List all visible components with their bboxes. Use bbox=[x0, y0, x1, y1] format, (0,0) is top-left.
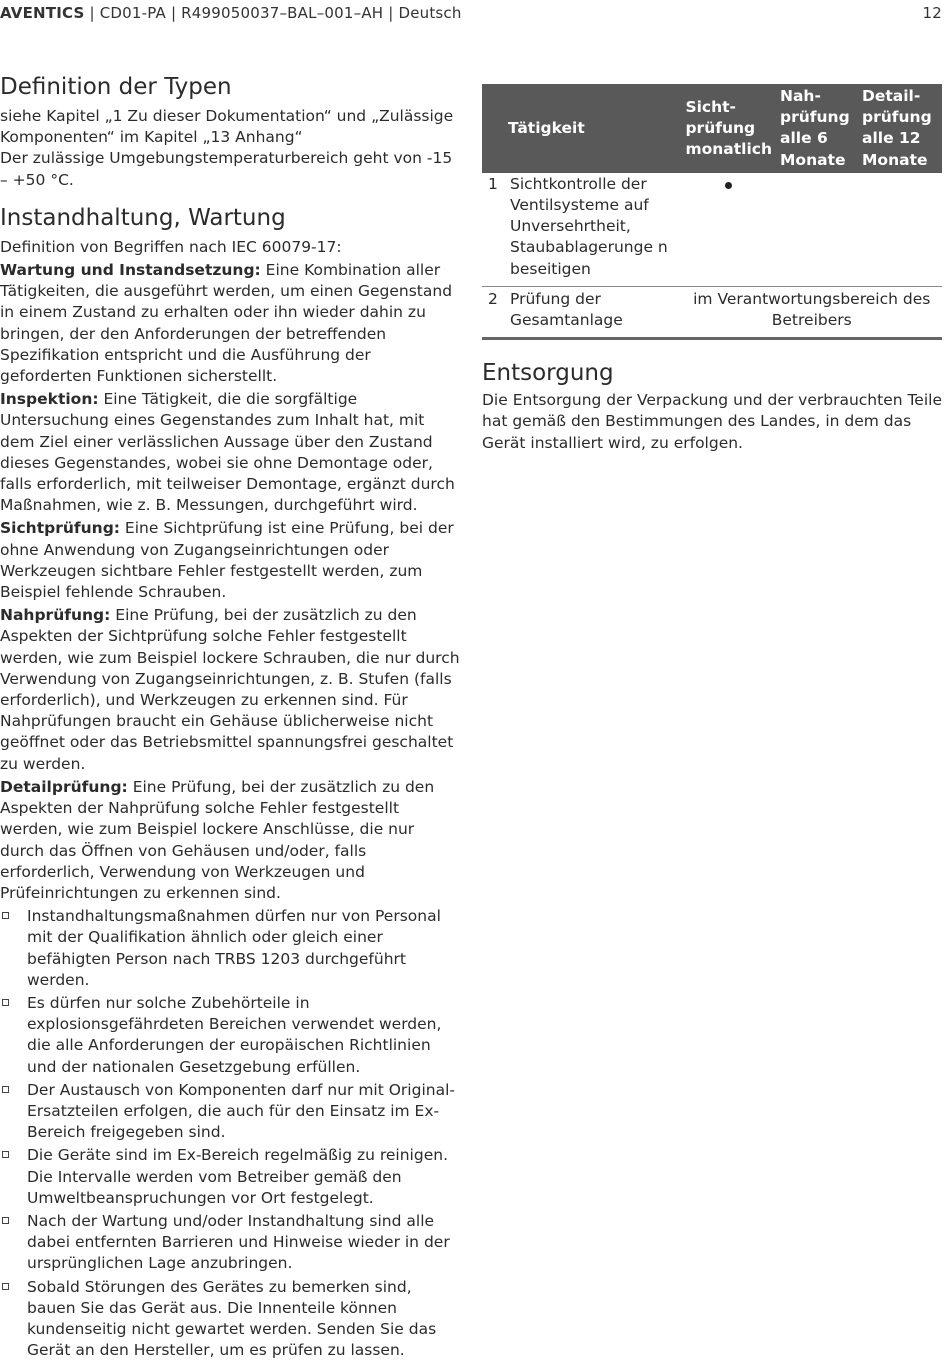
list-item bbox=[0, 1145, 462, 1209]
heading-definition-typen: Definition der Typen bbox=[0, 74, 232, 100]
definition-inspektion bbox=[0, 389, 462, 516]
page-number: 12 bbox=[922, 4, 942, 22]
list-item bbox=[0, 906, 462, 991]
filled-dot-icon bbox=[725, 182, 732, 189]
typen-paragraph-2: Der zulässige Umgebungstemperaturbereich geht von -15 – +50 °C. bbox=[0, 149, 453, 189]
empty-cell bbox=[776, 173, 858, 287]
definition-term: Sichtprüfung: bbox=[0, 519, 120, 538]
row-activity: Prüfung der Gesamtanlage bbox=[506, 286, 681, 338]
square-bullet-icon bbox=[2, 1151, 9, 1158]
definition-text: Eine Prüfung, bei der zusätzlich zu den Aspekten der Nahprüfung solche Fehler festgestellt werden, wie zum Beispiel lockere Anschlüsse, die nur durch das Öffnen von Gehäusen und/oder, falls erforderlich, Verwendung von Werkzeugen und Prüfeinrichtungen zu erkennen sind. bbox=[0, 777, 435, 902]
list-item bbox=[0, 993, 462, 1078]
maintenance-bullet-list bbox=[0, 906, 462, 1361]
sichtpruefung-cell bbox=[681, 173, 776, 287]
row-number: 2 bbox=[482, 286, 506, 338]
definitions-intro: Definition von Begriffen nach IEC 60079-17: bbox=[0, 237, 342, 256]
definition-term: Inspektion: bbox=[0, 390, 99, 409]
square-bullet-icon bbox=[2, 1283, 9, 1290]
row-activity: Sichtkontrolle der Ventilsysteme auf Unversehrtheit, Staubablagerunge n beseitigen bbox=[506, 173, 681, 287]
definition-nahpruefung bbox=[0, 605, 462, 775]
list-item bbox=[0, 1080, 462, 1144]
document-meta: | CD01-PA | R499050037–BAL–001–AH | Deutsch bbox=[84, 4, 462, 22]
table-header-row bbox=[482, 84, 942, 173]
definition-text: Eine Sichtprüfung ist eine Prüfung, bei der ohne Anwendung von Zugangseinrichtungen oder Werkzeugen sichtbare Fehler festgestellt werden, zum Beispiel fehlende Schrauben. bbox=[0, 519, 454, 602]
responsibility-cell: im Verantwortungsbereich des Betreibers bbox=[681, 286, 942, 338]
column-header-detailpruefung: Detail-prüfung alle 12 Monate bbox=[858, 84, 942, 173]
square-bullet-icon bbox=[2, 912, 9, 919]
maintenance-table bbox=[482, 84, 942, 340]
definition-text: Eine Kombination aller Tätigkeiten, die ausgeführt werden, um einen Gegenstand in einem Zustand zu erhalten oder ihn wieder dahin zu bringen, der den Anforderungen der betreffenden Spezifikation entspricht und die Ausführung der geforderten Funktionen sicherstellt. bbox=[0, 261, 453, 386]
column-header-nahpruefung: Nah-prüfung alle 6 Monate bbox=[776, 84, 858, 173]
list-item-text: Die Geräte sind im Ex-Bereich regelmäßig zu reinigen. Die Intervalle werden vom Betreiber gemäß den Umweltbeanspruchungen vor Ort festgelegt. bbox=[27, 1146, 448, 1207]
definition-text: Eine Prüfung, bei der zusätzlich zu den Aspekten der Sichtprüfung solche Fehler festgestellt werden, wie zum Beispiel lockere Schrauben, die nur durch Verwendung von Zugangseinrichtungen, z. B. Stufen (falls erforderlich), und Werkzeugen zu erkennen sind. Für Nahprüfungen braucht ein Gehäuse üblicherweise nicht geöffnet oder das Betriebsmittel spannungsfrei geschaltet zu werden. bbox=[0, 606, 460, 773]
list-item-text: Sobald Störungen des Gerätes zu bemerken sind, bauen Sie das Gerät aus. Die Innenteile können kundenseitig nicht gewartet werden. Senden Sie das Gerät an den Hersteller, um es prüfen zu lassen. bbox=[27, 1277, 437, 1360]
square-bullet-icon bbox=[2, 1086, 9, 1093]
definition-sichtpruefung bbox=[0, 518, 462, 603]
square-bullet-icon bbox=[2, 999, 9, 1006]
row-number: 1 bbox=[482, 173, 506, 287]
typen-paragraph-1: siehe Kapitel „1 Zu dieser Dokumentation“ und „Zulässige Komponenten“ im Kapitel „13 Anhang“ bbox=[0, 107, 454, 147]
list-item-text: Der Austausch von Komponenten darf nur mit Original-Ersatzteilen erfolgen, die auch für den Einsatz im Ex-Bereich freigegeben sind. bbox=[27, 1080, 455, 1142]
entsorgung-text: Die Entsorgung der Verpackung und der verbrauchten Teile hat gemäß den Bestimmungen des Landes, in dem das Gerät installiert wird, zu erfolgen. bbox=[482, 391, 942, 452]
definition-detailpruefung bbox=[0, 777, 462, 904]
square-bullet-icon bbox=[2, 1217, 9, 1224]
list-item-text: Es dürfen nur solche Zubehörteile in explosionsgefährdeten Bereichen verwendet werden, die alle Anforderungen der europäischen Richtlinien und der nationalen Gesetzgebung erfüllen. bbox=[27, 993, 442, 1076]
definition-term: Nahprüfung: bbox=[0, 606, 111, 625]
list-item-text: Instandhaltungsmaßnahmen dürfen nur von Personal mit der Qualifikation ähnlich oder gleich einer befähigten Person nach TRBS 1203 durchgeführt werden. bbox=[27, 907, 441, 989]
column-header-sichtpruefung: Sicht-prüfung monatlich bbox=[681, 84, 776, 173]
definition-term: Detailprüfung: bbox=[0, 777, 128, 796]
table-row bbox=[482, 173, 942, 287]
definition-wartung bbox=[0, 260, 462, 387]
page-header bbox=[0, 4, 942, 22]
brand-name: AVENTICS bbox=[0, 4, 85, 22]
right-column bbox=[482, 84, 942, 454]
list-item bbox=[0, 1277, 462, 1362]
empty-cell bbox=[858, 173, 942, 287]
definition-term: Wartung und Instandsetzung: bbox=[0, 261, 261, 280]
list-item bbox=[0, 1211, 462, 1275]
list-item-text: Nach der Wartung und/oder Instandhaltung sind alle dabei entfernten Barrieren und Hinweise wieder in der ursprünglichen Lage anzubringen. bbox=[27, 1211, 450, 1273]
table-row bbox=[482, 286, 942, 338]
left-column bbox=[0, 72, 462, 1363]
heading-entsorgung: Entsorgung bbox=[482, 360, 614, 387]
heading-instandhaltung: Instandhaltung, Wartung bbox=[0, 204, 286, 231]
definition-text: Eine Tätigkeit, die die sorgfältige Untersuchung eines Gegenstandes zum Inhalt hat, mit dem Ziel einer verlässlichen Aussage über den Zustand dieses Gegenstandes, wobei sie ohne Demontage oder, falls erforderlich, mit teilweiser Demontage, ergänzt durch Maßnahmen, wie z. B. Messungen, durchgeführt wird. bbox=[0, 390, 455, 515]
column-header-taetigkeit: Tätigkeit bbox=[482, 84, 681, 173]
